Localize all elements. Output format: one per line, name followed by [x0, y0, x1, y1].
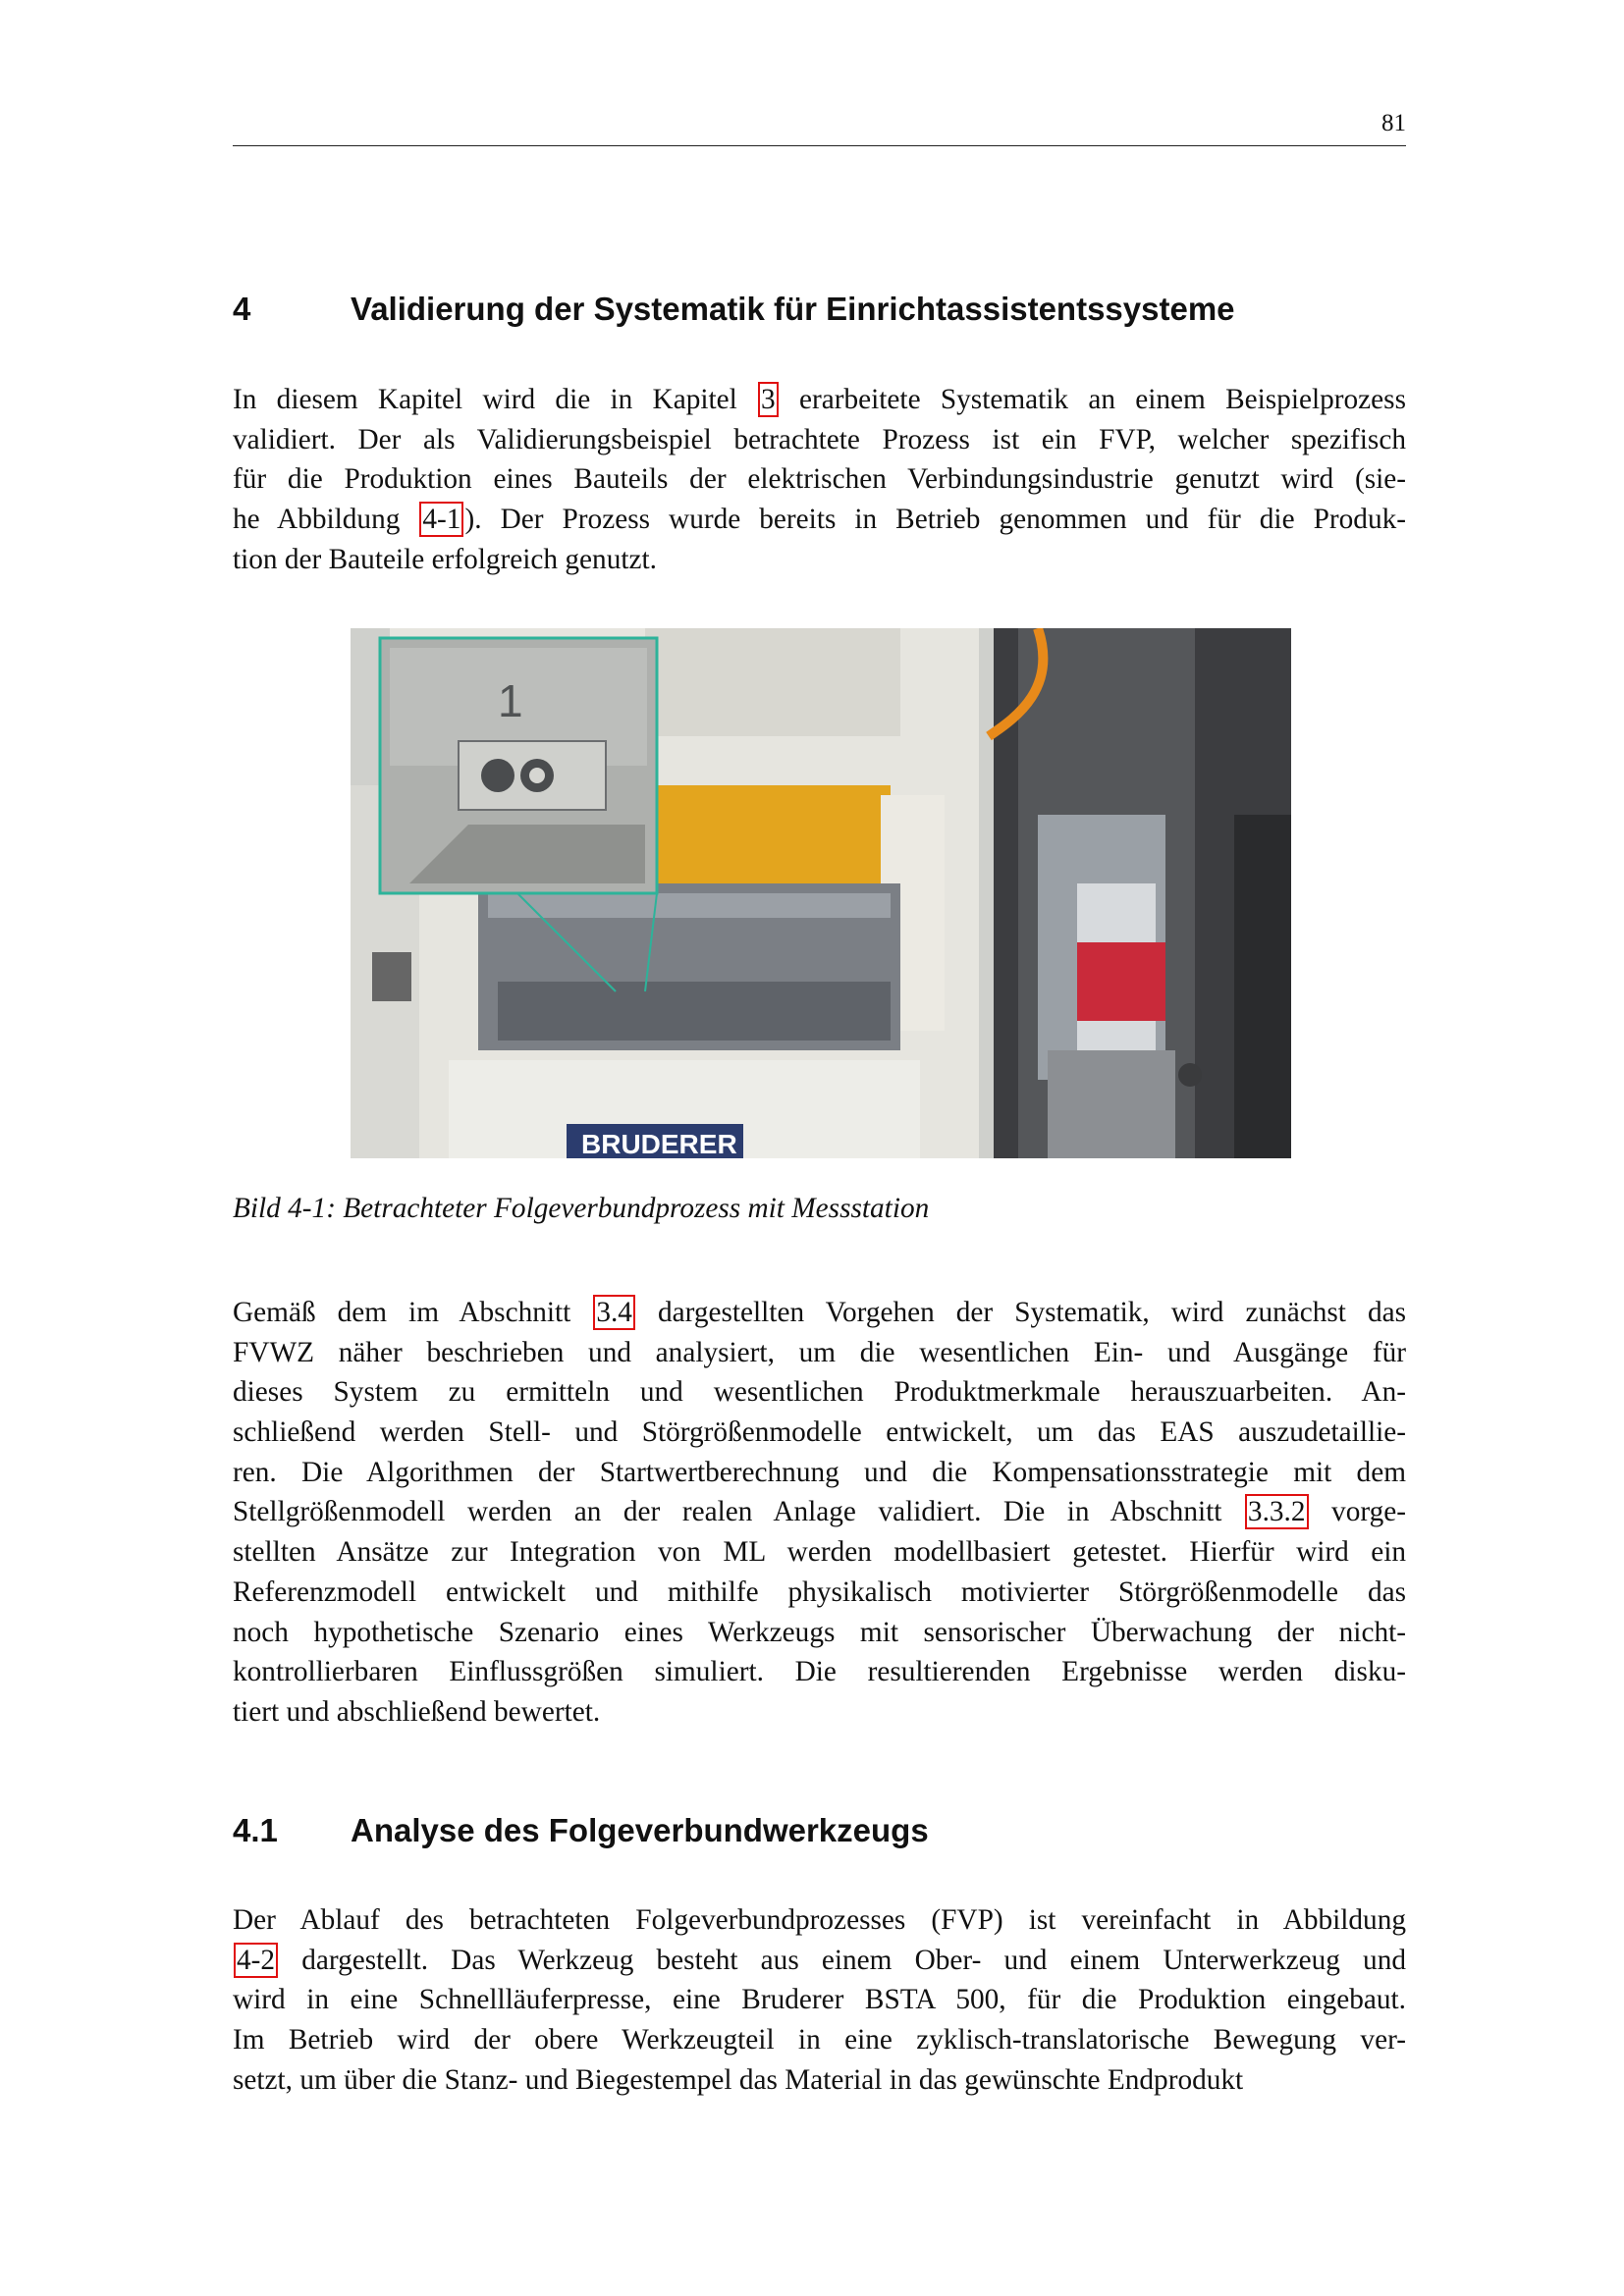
text-segment: Stellgrößenmodell werden an der realen Anlage validiert. Die in Abschnitt [233, 1496, 1244, 1528]
text-segment: Referenzmodell entwickelt und mithilfe physikalisch motivierter Störgrößenmodelle das [233, 1575, 1406, 1608]
text-segment: setzt, um über die Stanz- und Biegestempel das Material in das gewünschte Endprodukt [233, 2063, 1244, 2096]
text-segment: kontrollierbaren Einflussgrößen simuliert. Die resultierenden Ergebnisse werden disku- [233, 1656, 1406, 1688]
text-line [233, 1692, 1406, 1733]
figure-caption-text: : Betrachteter Folgeverbundprozess mit Messstation [326, 1193, 930, 1224]
text-line [233, 1900, 1406, 1941]
header-rule [233, 145, 1406, 146]
cross-reference-link[interactable]: 3 [758, 382, 779, 417]
text-line [233, 459, 1406, 500]
text-line [233, 2060, 1406, 2101]
chapter-title: Validierung der Systematik für Einrichtassistentssysteme [351, 291, 1235, 327]
figure-label: Bild 4-1 [233, 1193, 327, 1224]
text-line [233, 1293, 1406, 1333]
text-segment: schließend werden Stell- und Störgrößenmodelle entwickelt, um das EAS auszudetaillie- [233, 1416, 1406, 1449]
text-line [233, 1333, 1406, 1373]
text-segment: dargestellten Vorgehen der Systematik, wird zunächst das [635, 1297, 1407, 1328]
text-line [233, 1372, 1406, 1413]
text-line [233, 1532, 1406, 1573]
paragraph-2 [233, 1293, 1406, 1733]
section-number: 4.1 [233, 1812, 278, 1848]
text-line [233, 1492, 1406, 1532]
intro-paragraph [233, 380, 1406, 579]
text-line [233, 1980, 1406, 2020]
cross-reference-link[interactable]: 4-1 [419, 502, 463, 537]
text-line [233, 1941, 1406, 1981]
text-segment: ). Der Prozess wurde bereits in Betrieb genommen und für die Produk- [464, 504, 1406, 536]
cross-reference-link[interactable]: 3.3.2 [1245, 1494, 1309, 1529]
text-segment: FVWZ näher beschrieben und analysiert, um die wesentlichen Ein- und Ausgänge für [233, 1336, 1406, 1368]
text-segment: ren. Die Algorithmen der Startwertberechnung und die Kompensationsstrategie mit dem [233, 1456, 1406, 1488]
text-line [233, 2020, 1406, 2060]
text-segment: tiert und abschließend bewertet. [233, 1695, 601, 1728]
text-segment: noch hypothetische Szenario eines Werkzeugs mit sensorischer Überwachung der nicht- [233, 1616, 1406, 1648]
text-line [233, 540, 1406, 580]
text-segment: he Abbildung [233, 504, 419, 536]
inset-digit: 1 [498, 675, 523, 726]
text-line [233, 420, 1406, 460]
text-segment: dieses System zu ermitteln und wesentlichen Produktmerkmale herauszuarbeiten. An- [233, 1376, 1406, 1409]
text-segment: wird in eine Schnellläuferpresse, eine Bruderer BSTA 500, für die Produktion eingebaut. [233, 1984, 1406, 2016]
text-line [233, 1453, 1406, 1493]
text-segment: Gemäß dem im Abschnitt [233, 1297, 593, 1328]
section-title: Analyse des Folgeverbundwerkzeugs [351, 1812, 929, 1848]
chapter-number: 4 [233, 291, 251, 327]
text-segment: In diesem Kapitel wird die in Kapitel [233, 384, 758, 415]
text-line [233, 1652, 1406, 1692]
text-line [233, 1573, 1406, 1613]
text-line [233, 380, 1406, 420]
paragraph-3 [233, 1900, 1406, 2100]
text-segment: dargestellt. Das Werkzeug besteht aus einem Ober- und einem Unterwerkzeug und [279, 1944, 1406, 1976]
text-line [233, 1413, 1406, 1453]
text-segment: Im Betrieb wird der obere Werkzeugteil in eine zyklisch-translatorische Bewegung ver- [233, 2024, 1406, 2056]
figure-caption [233, 1193, 929, 1225]
cross-reference-link[interactable]: 4-2 [234, 1943, 278, 1978]
text-segment: tion der Bauteile erfolgreich genutzt. [233, 543, 657, 575]
page-number: 81 [1381, 110, 1406, 136]
cross-reference-link[interactable]: 3.4 [593, 1295, 635, 1330]
press-photo-illustration [351, 628, 1291, 1158]
text-line [233, 500, 1406, 540]
press-brand-text: BRUDERER [581, 1129, 737, 1158]
text-segment: für die Produktion eines Bauteils der elektrischen Verbindungsindustrie genutzt wird (sie- [233, 463, 1406, 496]
text-segment: validiert. Der als Validierungsbeispiel betrachtete Prozess ist ein FVP, welcher spezifisch [233, 423, 1406, 455]
text-segment: vorge- [1309, 1496, 1406, 1528]
text-segment: Der Ablauf des betrachteten Folgeverbundprozesses (FVP) ist vereinfacht in Abbildung [233, 1904, 1406, 1936]
figure-press-photo [351, 628, 1291, 1158]
text-segment: stellten Ansätze zur Integration von ML werden modellbasiert getestet. Hierfür wird ein [233, 1536, 1406, 1569]
text-line [233, 1613, 1406, 1653]
text-segment: erarbeitete Systematik an einem Beispielprozess [779, 384, 1406, 415]
